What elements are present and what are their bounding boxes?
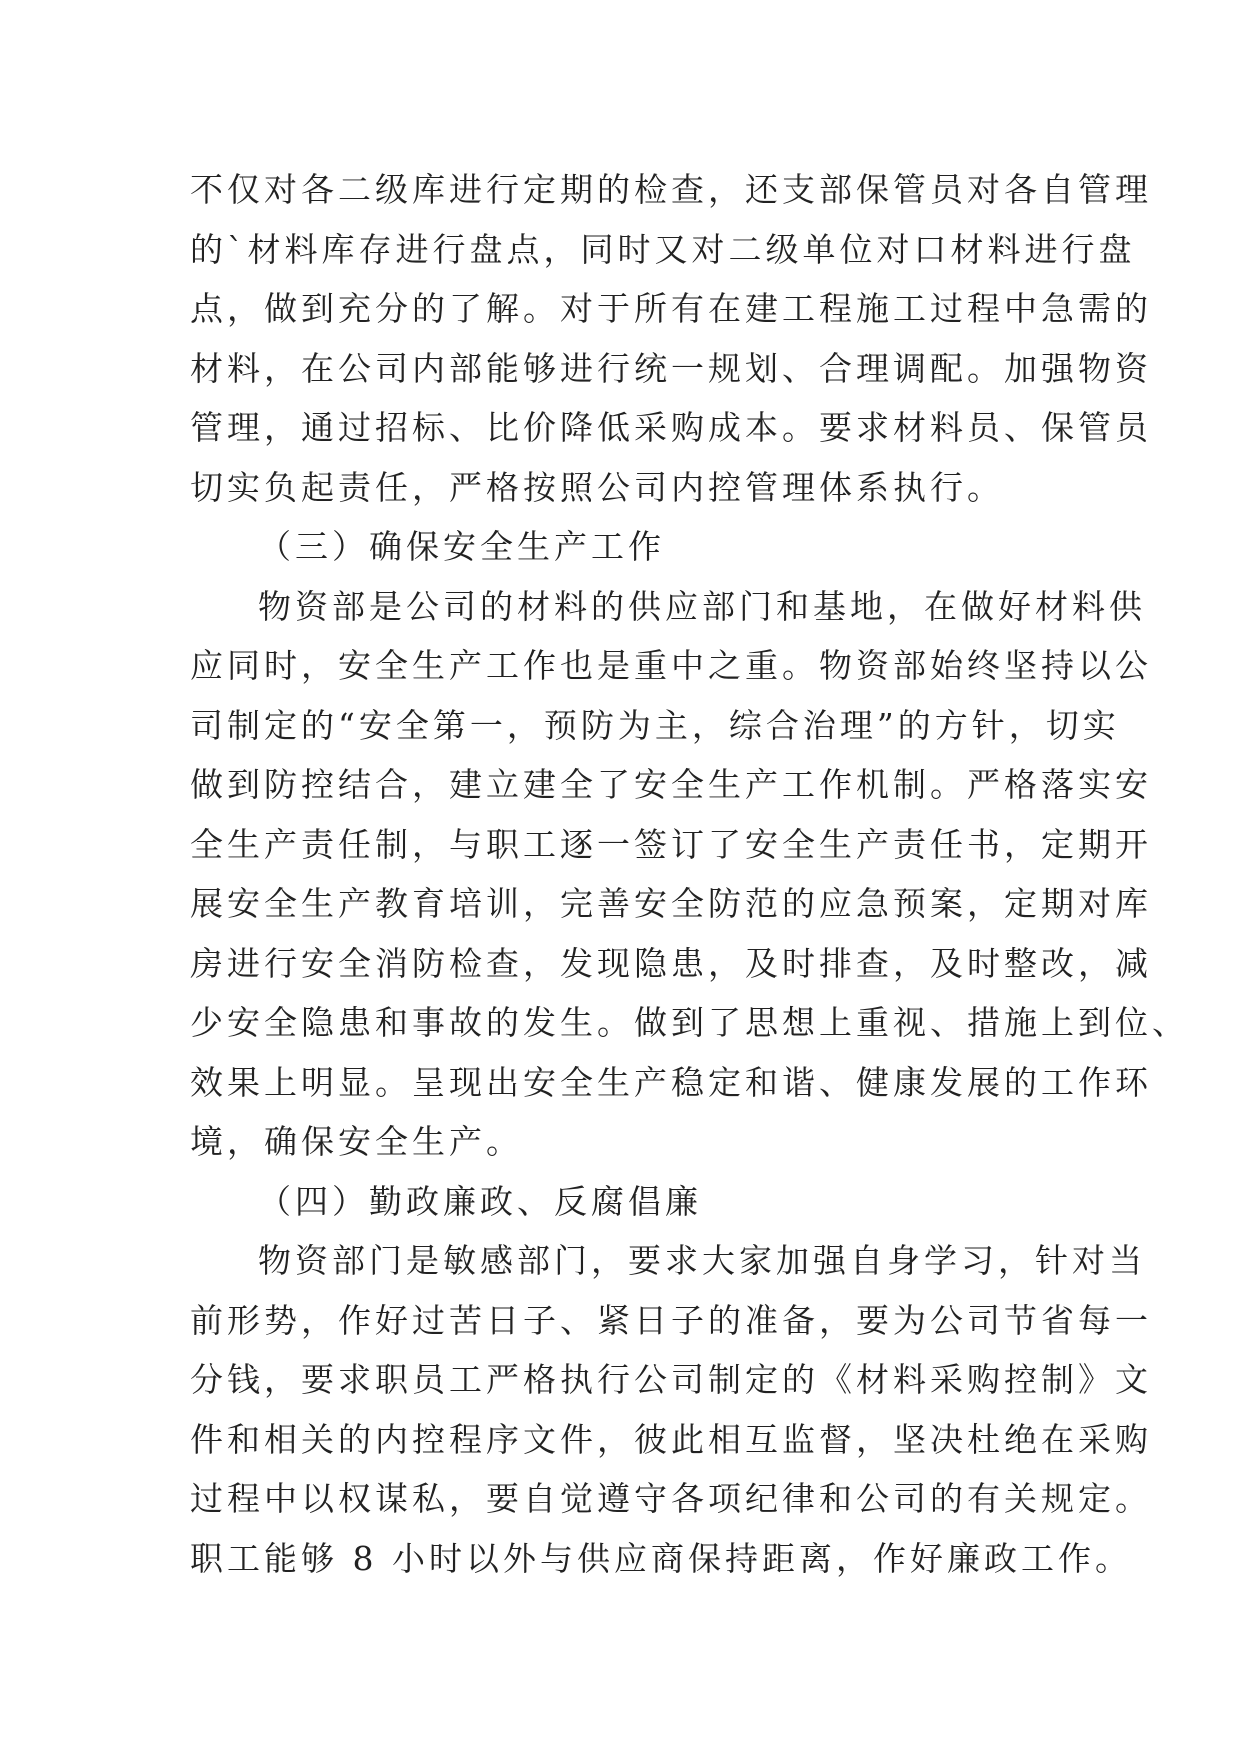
text-line: 房进行安全消防检查，发现隐患，及时排查，及时整改，减	[190, 943, 1152, 983]
text-line: 管理，通过招标、比价降低采购成本。要求材料员、保管员	[190, 408, 1152, 447]
text-line: 做到防控结合，建立建全了安全生产工作机制。严格落实安	[190, 765, 1152, 804]
text-line: 应同时，安全生产工作也是重中之重。物资部始终坚持以公	[190, 646, 1152, 685]
text-line: 切实负起责任，严格按照公司内控管理体系执行。	[190, 467, 1004, 507]
section-heading-3: （三）确保安全生产工作	[258, 527, 665, 566]
text-line: 前形势，作好过苦日子、紧日子的准备，要为公司节省每一	[190, 1300, 1152, 1340]
text-line: 展安全生产教育培训，完善安全防范的应急预案，定期对库	[190, 884, 1152, 923]
text-line: 物资部是公司的材料的供应部门和基地，在做好材料供	[258, 586, 1146, 626]
text-line: 少安全隐患和事故的发生。做到了思想上重视、措施上到位、	[190, 1003, 1189, 1042]
text-line: 材料，在公司内部能够进行统一规划、合理调配。加强物资	[190, 348, 1152, 388]
text-line: 司制定的“安全第一，预防为主，综合治理”的方针，切实	[190, 705, 1120, 745]
text-line: 点，做到充分的了解。对于所有在建工程施工过程中急需的	[190, 289, 1152, 328]
text-line: 不仅对各二级库进行定期的检查，还支部保管员对各自管理	[190, 170, 1152, 209]
text-line: 职工能够 8 小时以外与供应商保持距离，作好廉政工作。	[190, 1538, 1132, 1578]
text-line: 境，确保安全生产。	[190, 1122, 523, 1161]
section-heading-4: （四）勤政廉政、反腐倡廉	[258, 1181, 702, 1221]
text-line: 过程中以权谋私，要自觉遵守各项纪律和公司的有关规定。	[190, 1479, 1152, 1518]
text-line: 的`材料库存进行盘点，同时又对二级单位对口材料进行盘	[190, 229, 1136, 269]
text-line: 物资部门是敏感部门，要求大家加强自身学习，针对当	[258, 1241, 1146, 1280]
text-line: 效果上明显。呈现出安全生产稳定和谐、健康发展的工作环	[190, 1062, 1152, 1102]
text-line: 分钱，要求职员工严格执行公司制定的《材料采购控制》文	[190, 1360, 1152, 1399]
document-body	[190, 160, 1189, 1588]
text-line: 件和相关的内控程序文件，彼此相互监督，坚决杜绝在采购	[190, 1419, 1152, 1459]
text-line: 全生产责任制，与职工逐一签订了安全生产责任书，定期开	[190, 824, 1152, 864]
